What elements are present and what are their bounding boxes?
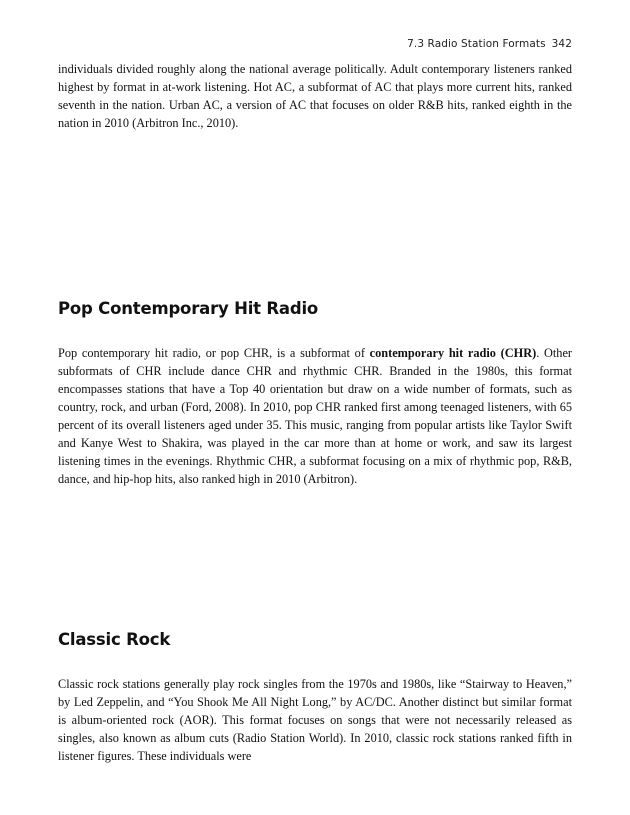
key-term-chr: contemporary hit radio (CHR) (369, 346, 537, 360)
classic-rock-paragraph: Classic rock stations generally play rock singles from the 1970s and 1980s, like “Stairway to Heaven,” by Led Zeppelin, and “You Shook Me All Night Long,” by AC/DC. Another distinct but similar format is album-oriented rock (AOR). This format focuses on songs that were not necessarily released as singles, also known as album cuts (Radio Station World). In 2010, classic rock stations ranked fifth in listener figures. These individuals were (58, 677, 572, 763)
pop-chr-text-after-term: . Other subformats of CHR include dance CHR and rhythmic CHR. Branded in the 1980s, this format encompasses stations that have a Top 40 orientation but draw on a wide number of formats, such as country, rock, and urban (Ford, 2008). In 2010, pop CHR ranked first among teenaged listeners, with 65 percent of its overall listeners aged under 35. This music, ranging from popular artists like Taylor Swift and Kanye West to Shakira, was played in the car more than at home or work, and saw its largest listening times in the evenings. Rhythmic CHR, a subformat focusing on a mix of rhythmic pop, R&B, dance, and hip-hop hits, also ranked high in 2010 (Arbitron). (58, 346, 572, 486)
intro-paragraph: individuals divided roughly along the national average politically. Adult contemporary listeners ranked highest by format in at-work listening. Hot AC, a subformat of AC that plays more current hits, ranked seventh in the nation. Urban AC, a version of AC that focuses on older R&B hits, ranked eighth in the nation in 2010 (Arbitron Inc., 2010). (58, 62, 572, 130)
running-header (407, 38, 572, 50)
pop-chr-text-before-term: Pop contemporary hit radio, or pop CHR, is a subformat of (58, 346, 370, 360)
pop-chr-paragraph (58, 344, 572, 488)
section-heading-pop-chr: Pop Contemporary Hit Radio (58, 299, 319, 318)
section-heading-classic-rock: Classic Rock (58, 630, 171, 649)
section-title: 7.3 Radio Station Formats (407, 38, 546, 50)
page-number: 342 (551, 38, 572, 50)
